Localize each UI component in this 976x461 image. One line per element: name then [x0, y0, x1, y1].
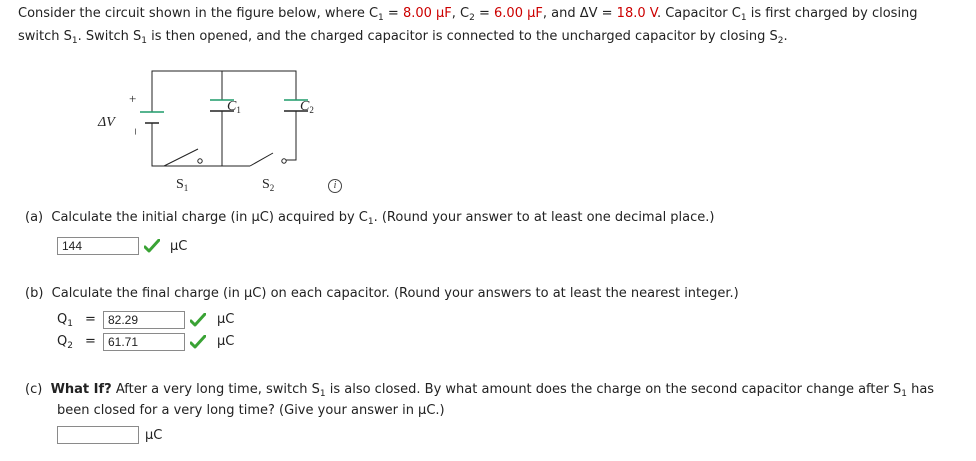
- q1-equals: =: [85, 312, 96, 327]
- part-a-question: (a) Calculate the initial charge (in μC) acquired by $C_1$. (Round your answer to at least one decimal place.): [25, 210, 715, 227]
- q1-unit: μC: [217, 312, 235, 327]
- checkmark-icon: [190, 313, 206, 327]
- q2-answer-input[interactable]: 61.71: [103, 333, 185, 351]
- what-if-label: What If?: [50, 382, 112, 397]
- dv-value: 18.0 V: [616, 6, 657, 21]
- part-c-answer-input[interactable]: [57, 426, 139, 444]
- c2-label: $C_2$: [300, 99, 314, 115]
- part-a-answer-input[interactable]: 144: [57, 237, 139, 255]
- s1-label: $S_1$: [176, 177, 189, 193]
- c2-value: 6.00 μF: [494, 6, 543, 21]
- q2-equals: =: [85, 334, 96, 349]
- q1-answer-input[interactable]: 82.29: [103, 311, 185, 329]
- dv-label: ΔV: [98, 115, 115, 130]
- part-a-unit: μC: [170, 239, 188, 254]
- part-c-unit: μC: [145, 428, 163, 443]
- s1-contact: [198, 159, 202, 163]
- q2-unit: μC: [217, 334, 235, 349]
- c1-value: 8.00 μF: [402, 6, 452, 21]
- checkmark-icon: [144, 239, 160, 253]
- intro-line-1: Consider the circuit shown in the figure below, where $C_1 = 8.00$ μF, $C_2 = 6.00$ μF, and ΔV = 18.0 V. Capacitor $C_1$ is first charged by closing: [18, 6, 918, 23]
- intro-line-2: switch $S_1$. Switch $S_1$ is then opened, and the charged capacitor is connected to the uncharged capacitor by closing $S_2$.: [18, 29, 788, 46]
- circuit-diagram: [90, 65, 370, 195]
- s2-contact: [282, 159, 286, 163]
- info-icon[interactable]: i: [328, 179, 342, 193]
- q2-label: $Q_2$: [57, 334, 73, 351]
- c1-label: $C_1$: [227, 99, 241, 115]
- battery-minus: −: [128, 128, 143, 136]
- part-c-question-line-1: (c) What If? After a very long time, switch $S_1$ is also closed. By what amount does the charge on the second capacitor change after $S_1$ has: [25, 382, 935, 399]
- s2-label: $S_2$: [262, 177, 275, 193]
- checkmark-icon: [190, 335, 206, 349]
- q1-label: $Q_1$: [57, 312, 73, 329]
- part-c-question-line-2: been closed for a very long time? (Give your answer in μC.): [57, 403, 445, 418]
- part-b-question: (b) Calculate the final charge (in μC) on each capacitor. (Round your answers to at least the nearest integer.): [25, 286, 739, 301]
- battery-plus: +: [129, 91, 137, 106]
